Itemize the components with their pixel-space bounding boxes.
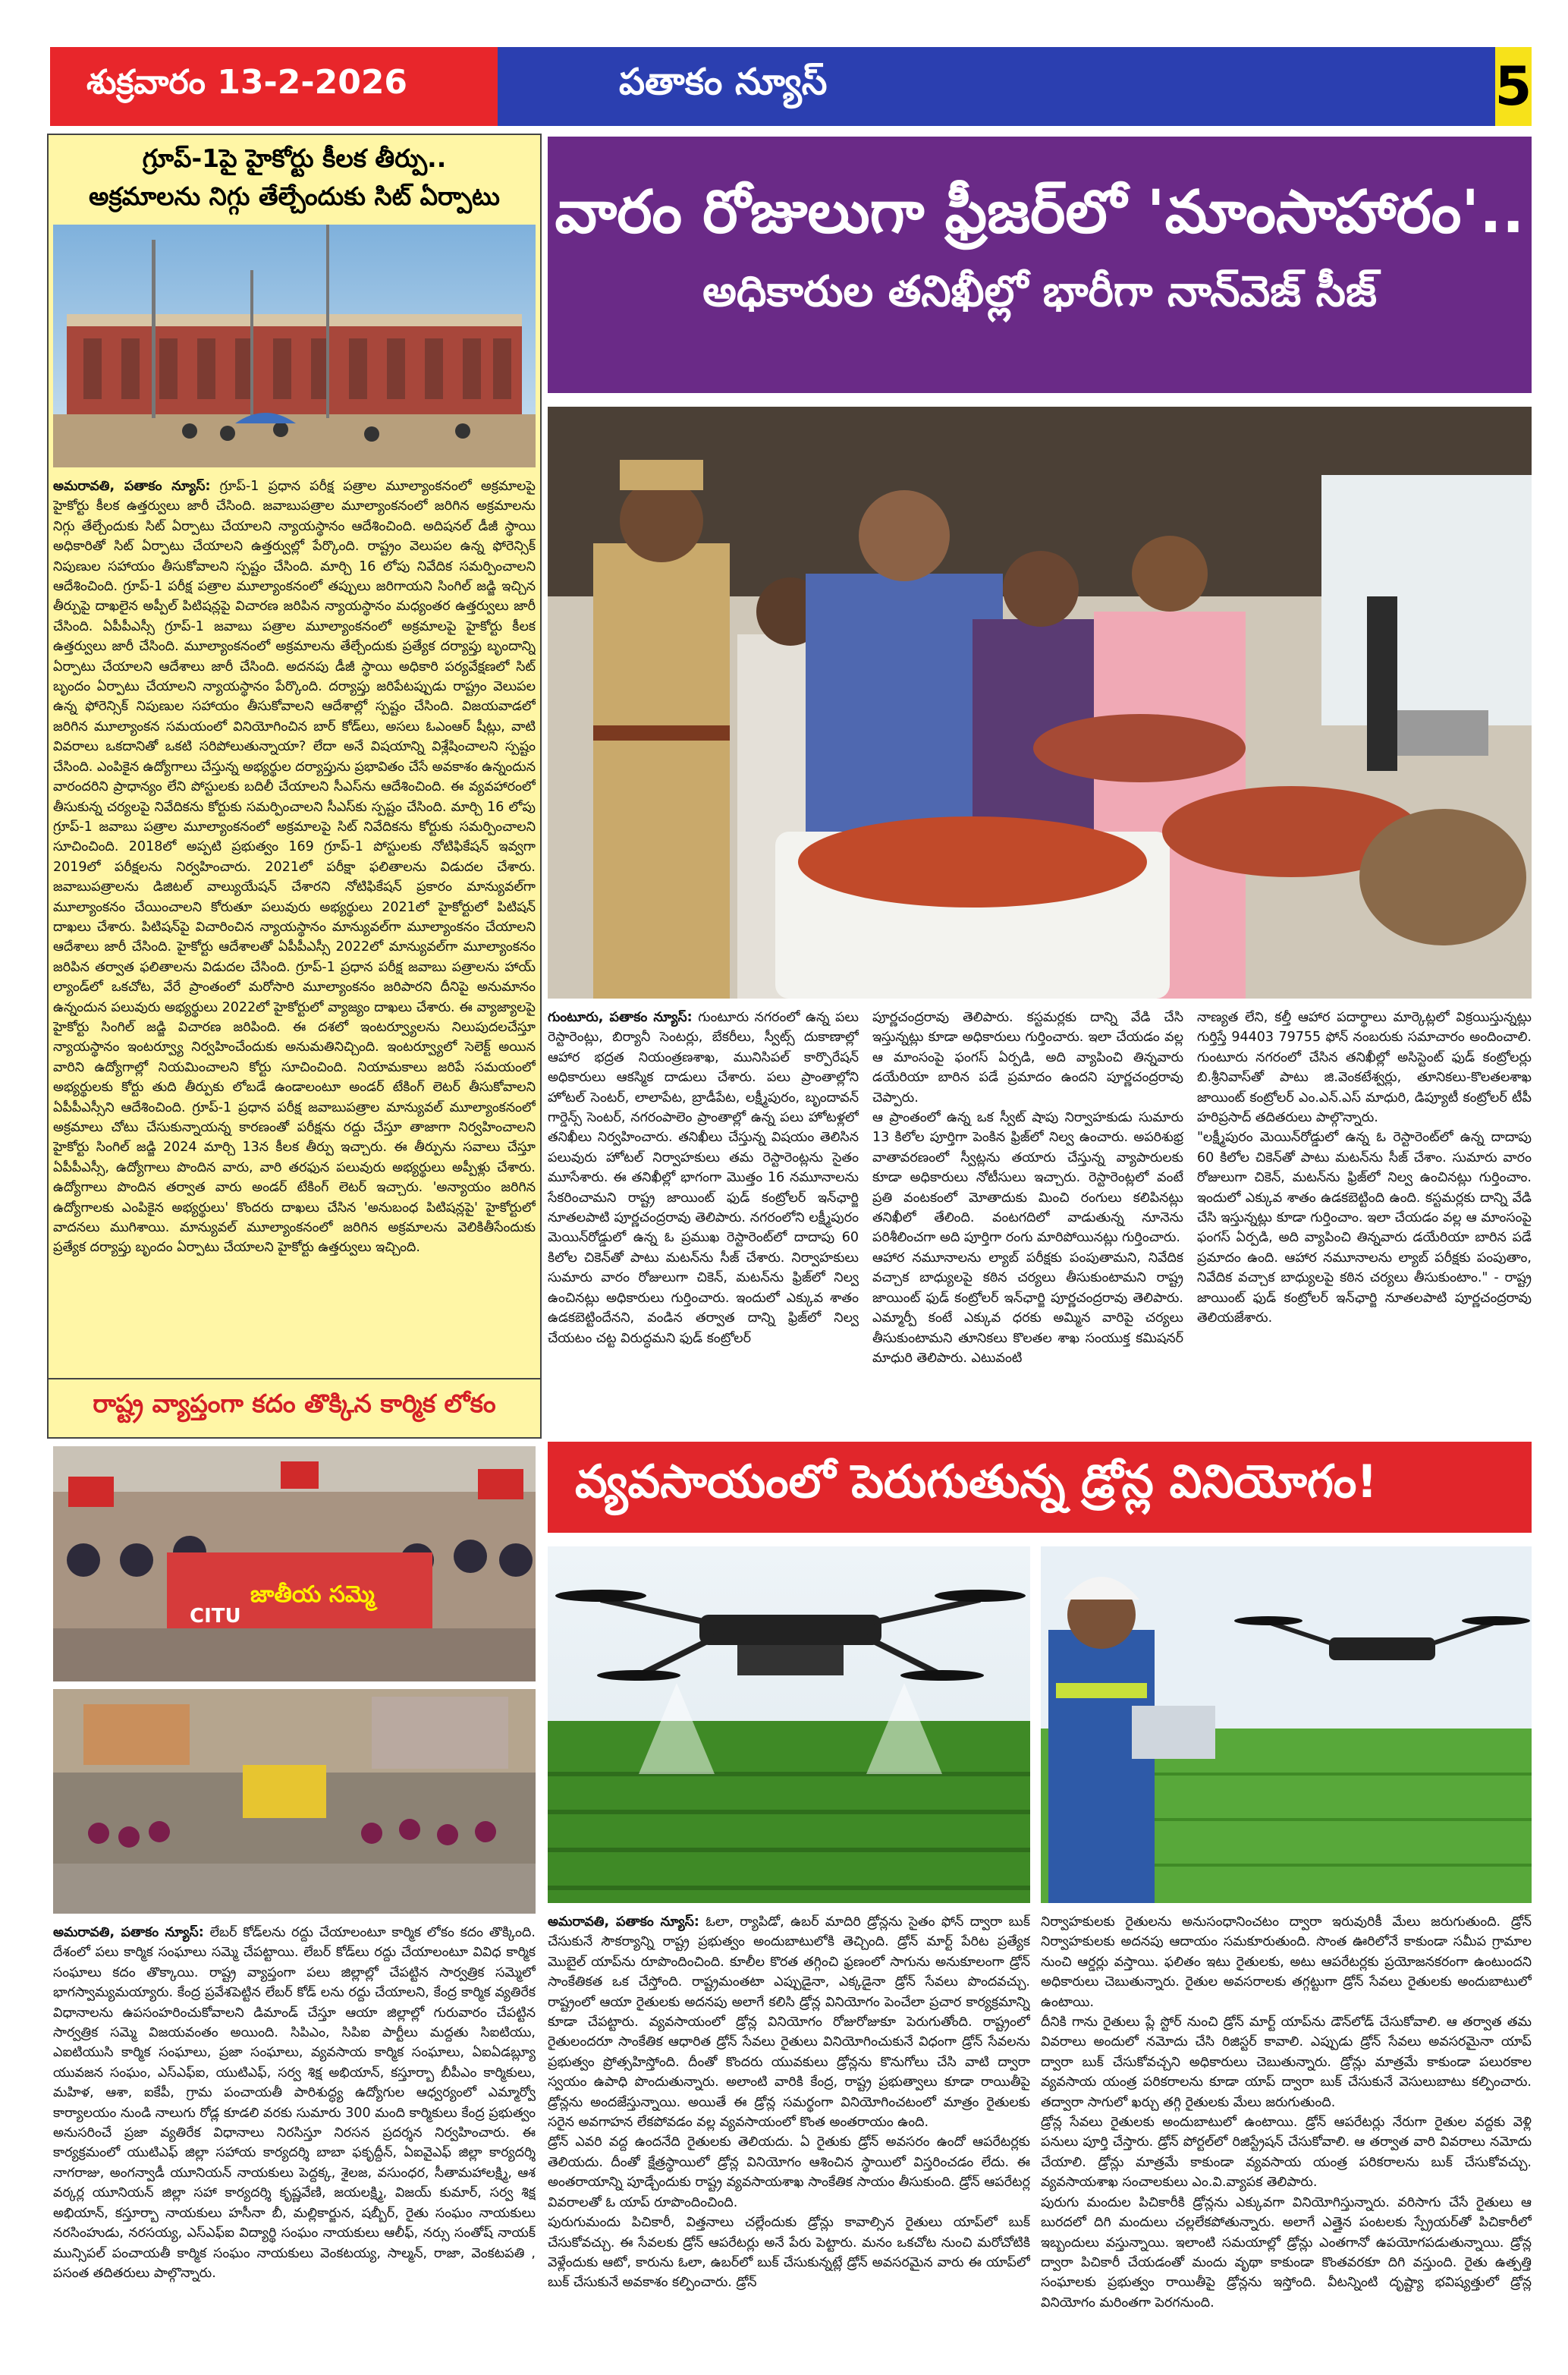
main-dateline: గుంటూరు, పతాకం న్యూస్: [548, 1010, 693, 1025]
page-date: శుక్రవారం 13-2-2026 [50, 47, 498, 126]
divider [47, 1378, 542, 1379]
drone-field-photo-right [1041, 1546, 1532, 1903]
high-court-photo [53, 225, 536, 467]
drone-operator-illustration [1041, 1546, 1532, 1903]
spraying-drone-illustration [548, 1546, 1030, 1903]
group1-body [53, 477, 536, 1349]
strike-headline: రాష్ట్ర వ్యాప్తంగా కదం తొక్కిన కార్మిక లోకం [93, 1389, 496, 1418]
street-crowd-illustration [53, 1689, 536, 1914]
group1-headline-line1: గ్రూప్-1పై హైకోర్టు కీలక తీర్పు.. [142, 143, 447, 173]
group1-headline-line2: అక్రమాలను నిగ్గు తేల్చేందుకు సిట్ ఏర్పాటు [89, 181, 500, 211]
drone-dateline: అమరావతి, పతాకం న్యూస్: [548, 1914, 699, 1930]
strike-crowd-photo [53, 1689, 536, 1914]
newspaper-name: పతాకం న్యూస్ [498, 47, 1495, 126]
main-subhead: అధికారుల తనిఖీల్లో భారీగా నాన్‌వెజ్ సీజ్ [702, 267, 1377, 316]
strike-body [53, 1923, 536, 2364]
main-col-3: నాణ్యత లేని, కల్తీ ఆహార పదార్థాలు మార్కెట్లలో విక్రయిస్తున్నట్లు గుర్తిస్తే 94403 79755 ఫోన్ నంబరుకు సమాచారం అందించాలి. గుంటూరు నగరంలో చేసిన తనిఖీల్లో అసిస్టెంట్ ఫుడ్ కంట్రోలర్లు బి.శ్రీనివాస్‌తో పాటు జి.వెంకటేశ్వర్లు, తూనికలు-కొలతలశాఖ జాయింట్ కంట్రోలర్ ఎం.ఎన్.ఎస్ మాధురి, డిప్యూటీ కంట్రోలర్ టీపీ హరిప్రసాద్ తదితరులు పాల్గొన్నారు. "లక్ష్మీపురం మెయిన్‌రోడ్డులో ఉన్న ఓ రెస్టారెంట్‌లో ఉన్న దాదాపు 60 కిలోల చికెన్‌తో పాటు మటన్‌ను సీజ్ చేశాం. సుమారు వారం రోజులుగా చికెన్, మటన్‌ను ఫ్రిజ్‌లో నిల్వ ఉంచినట్లు గుర్తించాం. ఇందులో ఎక్కువ శాతం ఉడకబెట్టింది ఉంది. కస్టమర్లకు దాన్ని వేడి చేసి ఇస్తున్నట్లు కూడా గుర్తించాం. ఇలా చేయడం వల్ల ఆ మాంసంపై ఫంగస్ ఏర్పడి, అది వ్యాపించి తిన్నవారు డయేరియా బారిన పడే ప్రమాదం ఉంది. ఆహార నమూనాలను ల్యాబ్ పరీక్షకు పంపుతాం, నివేదిక వచ్చాక బాధ్యులపై కఠిన చర్యలు తీసుకుంటాం." - రాష్ట్ర జాయింట్ ఫుడ్ కంట్రోలర్ ఇన్‌ఛార్జి నూతలపాటి పూర్ణచంద్రరావు తెలియజేశారు. [1197, 1010, 1532, 1326]
drone-col-1-text: ఓలా, ర్యాపిడో, ఉబర్ మాదిరి డ్రోన్లను సైతం ఫోన్ ద్వారా బుక్ చేసుకునే సౌకర్యాన్ని రాష్ట్ర ప్రభుత్వం అందుబాటులోకి తెచ్చింది. డ్రోన్ మార్ట్ పేరిట ప్రత్యేక మొబైల్ యాప్‌ను రూపొందించింది. కూలీల కొరత తగ్గించి ఫ్రణంలో సాగును అనుకూలంగా డ్రోన్ సాంకేతికత ఒక చేస్తోంది. రాష్ట్రమంతటా ఎప్పుడైనా, ఎక్కడైనా డ్రోన్ సేవలు పొందవచ్చు. రాష్ట్రంలో ఆయా రైతులకు అదనపు అలాగే కలిసి డ్రోన్ల వినియోగం పెంచేలా ప్రచార కార్యక్రమాన్ని కూడా చేపట్టారు. వ్యవసాయంలో డ్రోన్ల వినియోగం రోజురోజుకూ పెరుగుతోంది. రాష్ట్రంలో రైతులందరూ సాంకేతిక ఆధారిత డ్రోన్ సేవలు రైతులు వినియోగించుకునే విధంగా డ్రోన్ సేవలను ప్రభుత్వం ప్రోత్సహిస్తోంది. దీంతో కొందరు యువకులు డ్రోన్లను కొనుగోలు చేసి వాటి ద్వారా స్వయం ఉపాధి పొందుతున్నారు. అలాంటి వారికి కేంద్ర, రాష్ట్ర ప్రభుత్వాలు కూడా రాయితీపై డ్రోన్లను అందజేస్తున్నాయి. అయితే ఈ డ్రోన్ల సమర్థంగా వినియోగించటంలో మాత్రం రైతులకు సరైన అవగాహన లేకపోవడం వల్ల వ్యవసాయంలో కొంత అంతరాయం ఉంది. డ్రోన్ ఎవరి వద్ద ఉందనేది రైతులకు తెలియదు. ఏ రైతుకు డ్రోన్ అవసరం ఉందో ఆపరేటర్లకు తెలియదు. దీంతో క్షేత్రస్థాయిలో డ్రోన్ల వినియోగం ఆశించిన స్థాయిలో విస్తరించడం లేదు. ఈ అంతరాయాన్ని పూడ్చేందుకు రాష్ట్ర వ్యవసాయశాఖ సాంకేతిక సాయం తీసుకుంది. డ్రోన్ ఆపరేటర్ల వివరాలతో ఓ యాప్ రూపొందించింది. పురుగుమందు పిచికారీ, విత్తనాలు చల్లేందుకు డ్రోన్లు కావాల్సిన రైతులు యాప్‌లో బుక్ చేసుకోవచ్చు. ఈ సేవలకు డ్రోన్ ఆపరేటర్లు అనే పేరు పెట్టారు. మనం ఒకచోట నుంచి మరోచోటికి వెళ్లేందుకు ఆటో, కారును ఓలా, ఉబర్‌లో బుక్ చేసుకున్నట్లే డ్రోన్ అవసరమైన వారు ఈ యాప్‌లో బుక్ చేసుకునే అవకాశం కల్పించారు. డ్రోన్ [548, 1914, 1030, 2291]
inspection-photo [548, 407, 1532, 999]
main-col-1 [548, 1008, 859, 1395]
main-col-2: పూర్ణచంద్రరావు తెలిపారు. కస్టమర్లకు దాన్ని వేడి చేసి ఇస్తున్నట్లు కూడా అధికారులు గుర్తించారు. ఇలా చేయడం వల్ల ఆ మాంసంపై ఫంగస్ ఏర్పడి, అది వ్యాపించి తిన్నవారు డయేరియా బారిన పడే ప్రమాదం ఉందని పూర్ణచంద్రరావు చెప్పారు. ఆ ప్రాంతంలో ఉన్న ఒక స్వీట్ షాపు నిర్వాహకుడు సుమారు 13 కిలోల పూర్తిగా పెంకిన ఫ్రిజ్‌లో నిల్వ ఉంచారు. అపరిశుభ్ర వాతావరణంలో స్వీట్లను తయారు చేస్తున్న వ్యాపారులకు కూడా అధికారులు నోటీసులు ఇచ్చారు. రెస్టారెంట్లలో వంటే ప్రతి వంటకంలో మోతాదుకు మించి రంగులు కలిపినట్లు తనిఖీలో తేలింది. వంటగదిలో వాడుతున్న నూనెను పరిశీలించగా అది పూర్తిగా రంగు మారిపోయినట్లు గుర్తించారు. ఆహార నమూనాలను ల్యాబ్ పరీక్షకు పంపుతామని, నివేదిక వచ్చాక బాధ్యులపై కఠిన చర్యలు తీసుకుంటామని రాష్ట్ర జాయింట్ ఫుడ్ కంట్రోలర్ ఇన్‌ఛార్జి పూర్ణచంద్రరావు తెలిపారు. ఎమ్మార్పీ కంటే ఎక్కువ ధరకు అమ్మిన వారిపై చర్యలు తీసుకుంటామని తూనికలు కొలతల శాఖ సంయుక్త కమిషనర్ మాధురి తెలిపారు. ఎటువంటి [872, 1010, 1183, 1366]
group1-text: గ్రూప్-1 ప్రధాన పరీక్ష పత్రాల మూల్యాంకనంలో అక్రమాలపై హైకోర్టు కీలక ఉత్తర్వులు జారీ చేసింది. జవాబుపత్రాల మూల్యాంకనంలో జరిగిన అక్రమాలను నిగ్గు తేల్చేందుకు సిట్ ఏర్పాటు చేయాలని న్యాయస్థానం ఆదేశించింది. అదిషనల్ డీజీ స్థాయి అధికారితో సిట్ ఏర్పాటు చేయాలని ఉత్తర్వుల్లో పేర్కొంది. రాష్ట్రం వెలుపల ఉన్న ఫోరెన్సిక్ నిపుణుల సహాయం తీసుకోవాలని స్పష్టం చేసింది. మార్చి 16 లోపు నివేదిక సమర్పించాలని ఆదేశించింది. గ్రూప్-1 పరీక్ష పత్రాల మూల్యాంకనంలో తప్పులు జరిగాయని సింగిల్ జడ్జి ఇచ్చిన తీర్పుపై దాఖలైన అప్పీల్ పిటిషన్లపై విచారణ జరిపిన న్యాయస్థానం మధ్యంతర ఉత్తర్వులు జారీ చేసింది. ఏపీపీఎస్సీ గ్రూప్-1 జవాబు పత్రాల మూల్యాంకనంలో అక్రమాలపై హైకోర్టు కీలక ఉత్తర్వులు జారీ చేసింది. మూల్యాంకనంలో అక్రమాలను తేల్చేందుకు ప్రత్యేక దర్యాప్తు బృందాన్ని ఏర్పాటు చేయాలని ఆదేశాలు జారీ చేసింది. అదనపు డీజీ స్థాయి అధికారి పర్యవేక్షణలో సిట్ బృందం ఏర్పాటు చేయాలని న్యాయస్థానం పేర్కొంది. దర్యాప్తు జరిపేటప్పుడు రాష్ట్రం వెలుపల ఉన్న ఫోరెన్సిక్ నిపుణుల సహాయం తీసుకోవాలని ఆదేశాల్లో స్పష్టం చేసింది. విజయవాడలో జరిగిన మూల్యాంకన సమయంలో వినియోగించిన బార్ కోడ్‌లు, అసలు ఓఎంఆర్ షీట్లు, వాటి వివరాలు ఒకదానితో ఒకటి సరిపోలుతున్నాయా? లేదా అనే విషయాన్ని విశ్లేషించాలని స్పష్టం చేసింది. ఎంపికైన ఉద్యోగాలు చేస్తున్న అభ్యర్థుల దర్యాప్తును ప్రభావితం చేసే అవకాశం ఉన్నందున వారందరిని ప్రాధాన్యం లేని పోస్టులకు బదిలీ చేయాలని సీఎస్‌ను ఆదేశించింది. ఈ వ్యవహారంలో తీసుకున్న చర్యలపై నివేదికను కోర్టుకు సమర్పించాలని సీఎస్‌కు స్పష్టం చేసింది. మార్చి 16 లోపు గ్రూప్-1 జవాబు పత్రాల మూల్యాంకనంలో అక్రమాలపై సిట్ నివేదికను కోర్టుకు సమర్పించాలని సూచించింది. 2018లో అప్పటి ప్రభుత్వం 169 గ్రూప్-1 పోస్టులకు నోటిఫికేషన్ ఇవ్వగా 2019లో పరీక్షలను నిర్వహించారు. 2021లో పరీక్షా ఫలితాలను విడుదల చేశారు. జవాబుపత్రాలను డిజిటల్ వాల్యుయేషన్ చేశారని నోటిఫికేషన్ ప్రకారం మాన్యువల్‌గా మూల్యాంకనం చేయించాలని కోరుతూ పలువురు అభ్యర్థులు 2021లో హైకోర్టులో పిటిషన్ దాఖలు చేశారు. పిటిషన్‌పై విచారించిన న్యాయస్థానం మాన్యువల్‌గా మూల్యాంకనం చేయాలని ఆదేశాలు జారీ చేసింది. హైకోర్టు ఆదేశాలతో ఏపీపీఎస్సీ 2022లో మాన్యువల్‌గా మూల్యాంకనం జరిపిన తర్వాత ఫలితాలను విడుదల చేసింది. గ్రూప్-1 ప్రధాన పరీక్ష జవాబు పత్రాలను హాయ్ ల్యాండ్‌లో ఒకచోట, వేరే ప్రాంతంలో మరోసారి మూల్యాంకనం జరిపారని దీనిపై అనుమానం ఉన్నందున పలువురు అభ్యర్థులు 2022లో హైకోర్టులో వ్యాజ్యం దాఖలు చేశారు. ఈ వ్యాజ్యాలపై హైకోర్టు సింగిల్ జడ్జి విచారణ జరిపింది. ఈ దశలో ఇంటర్వ్యూలను నిలుపుదలచేస్తూ న్యాయస్థానం ఇంటర్వ్యూ నిర్వహించేందుకు అనుమతినిచ్చింది. ఇంటర్వ్యూలో సెలెక్ట్ అయిన వారిని ఉద్యోగాల్లో నియమించాలని కోర్టు సూచించింది. నియామకాలు జరిపే సమయంలో అభ్యర్థులకు కోర్టు తుది తీర్పుకు లోబడే ఉండాలంటూ అండర్ టేకింగ్ లెటర్ తీసుకోవాలని ఏపీపీఎస్సీని ఆదేశించింది. గ్రూప్-1 ప్రధాన పరీక్ష జవాబుపత్రాల మాన్యువల్ మూల్యాంకనంలో అక్రమాలు చోటు చేసుకున్నాయన్న కారణంతో పరీక్షను రద్దు చేస్తూ తాజాగా నిర్వహించాలని హైకోర్టు సింగిల్ జడ్జి 2024 మార్చి 13న కీలక తీర్పు ఇచ్చారు. ఈ తీర్పును సవాలు చేస్తూ ఏపీపీఎస్సీ, ఉద్యోగాలు పొందిన వారు, వారి తరఫున పలువురు అభ్యర్థులు అప్పీళ్లు చేశారు. ఉద్యోగాలు పొందిన తర్వాత వారు అండర్ టేకింగ్ లెటర్ ఇచ్చారు. 'అన్యాయం జరిగిన ఉద్యోగాలకు ఎంపికైన అభ్యర్థులు' కొందరు దాఖలు చేసిన 'అనుబంధ పిటిషన్లపై' హైకోర్టులో వాదనలు ముగిశాయి. మాన్యువల్ మూల్యాంకనంలో జరిగిన అక్రమాలను వెలికితీసేందుకు ప్రత్యేక దర్యాప్తు బృందం ఏర్పాటు చేయాలని హైకోర్టు ఉత్తర్వులు ఇచ్చింది. [53, 479, 536, 1256]
page-number: 5 [1495, 47, 1532, 126]
drone-field-photo-left [548, 1546, 1030, 1903]
main-headline: వారం రోజులుగా ఫ్రీజర్‌లో 'మాంసాహారం'.. [555, 178, 1525, 247]
strike-dateline: అమరావతి, పతాకం న్యూస్: [53, 1925, 204, 1940]
strike-banner-text: జాతీయ సమ్మె [250, 1581, 375, 1608]
strike-text: లేబర్ కోడ్‌లను రద్దు చేయాలంటూ కార్మిక లోకం కదం తొక్కింది. దేశంలో పలు కార్మిక సంఘాలు సమ్మె చేపట్టాయి. లేబర్ కోడ్‌లు రద్దు చేయాలంటూ వివిధ కార్మిక సంఘాలు కదం తొక్కాయి. రాష్ట్ర వ్యాప్తంగా పలు జిల్లాల్లో చేపట్టిన సార్వత్రిక సమ్మెలో భాగస్వామ్యమయ్యారు. కేంద్ర ప్రవేశపెట్టిన లేబర్ కోడ్ లను రద్దు చేయాలని, కేంద్ర కార్మిక వ్యతిరేక విధానాలను ఉపసంహరించుకోవాలని డిమాండ్ చేస్తూ ఆయా జిల్లాల్లో గురువారం చేపట్టిన సార్వత్రిక సమ్మె విజయవంతం అయింది. సిపిఎం, సిపిఐ పార్టీలు మద్దతు సిఐటియు, ఎఐటియుసి కార్మిక సంఘాలు, ప్రజా సంఘాలు, వ్యవసాయ కార్మిక సంఘాలు, ఏఐఏడబ్ల్యూ యువజన సంఘం, ఎస్ఎఫ్ఐ, యుటిఎఫ్, సర్వ శిక్ష అభియాన్, కస్తూర్బా బీపీఎం కార్మికులు, మహిళ, ఆశా, ఐకేపీ, గ్రామ పంచాయతీ పారిశుద్ధ్య ఉద్యోగుల ఆధ్వర్యంలో ఎమ్మార్వో కార్యాలయం నుండి నాలుగు రోడ్ల కూడలి వరకు సుమారు 300 మంది కార్మికులు కేంద్ర ప్రభుత్వం అనుసరించే ప్రజా వ్యతిరేక విధానాలు నిరసిస్తూ నిరసన ప్రదర్శన నిర్వహించారు. ఈ కార్యక్రమంలో యుటిఎఫ్ జిల్లా సహాయ కార్యదర్శి బాబా ఫకృద్దీన్, ఏఐవైఎఫ్ జిల్లా కార్యదర్శి నాగరాజు, అంగన్వాడీ యూనియన్ నాయకులు పెద్దక్క, శైలజ, వసుంధర, సీతామహాలక్ష్మి, ఆశ వర్కర్ల యూనియన్ జిల్లా సహా కార్యదర్శి కృష్ణవేణి, జయలక్ష్మి, విజయ్ కుమార్, సర్వ శిక్ష అభియాన్, కస్తూర్బా నాయకులు హసీనా బీ, మల్లికార్జున, షబ్బీర్, రైతు సంఘం నాయకులు నరసింహుడు, నరసయ్య, ఎస్ఎఫ్ఐ విద్యార్థి సంఘం నాయకులు ఆలీఫ్, నర్సు సంతోష్ నాయక్ మున్సిపల్ పంచాయతీ కార్మిక సంఘం నాయకులు వెంకటయ్య, సాల్మన్, రాజా, వెంకటపతి , పసంత తదితరులు పాల్గొన్నారు. [53, 1925, 536, 2281]
group1-headline [53, 140, 536, 215]
strike-banner-org: CITU [190, 1605, 241, 1628]
high-court-building-illustration [53, 225, 536, 467]
drone-col-2: నిర్వాహకులకు రైతులను అనుసంధానించటం ద్వారా ఇరువురికీ మేలు జరుగుతుంది. డ్రోన్ నిర్వాహకులకు అదనపు ఆదాయం సమకూరుతుంది. సొంత ఊరిలోనే కాకుండా సమీప గ్రామాల నుంచి ఆర్డర్లు వస్తాయి. ఫలితం ఇటు రైతులకు, అటు ఆపరేటర్లకు ప్రయోజనకరంగా ఉంటుందని అధికారులు చెబుతున్నారు. రైతుల అవసరాలకు తగ్గట్టుగా డ్రోన్ సేవలు రైతులకు అందుబాటులో ఉంటాయి. దీనికి గాను రైతులు ప్లే స్టోర్ నుంచి డ్రోన్ మార్ట్ యాప్‌ను డౌన్‌లోడ్ చేసుకోవాలి. ఆ తర్వాత తమ వివరాలు అందులో నమోదు చేసి రిజిస్టర్ కావాలి. ఎప్పుడు డ్రోన్ సేవలు అవసరమైనా యాప్ ద్వారా బుక్ చేసుకోవచ్చని అధికారులు చెబుతున్నారు. డ్రోన్లు మాత్రమే కాకుండా పలురకాల వ్యవసాయ యంత్ర పరికరాలను కూడా యాప్ ద్వారా బుక్ చేసుకునే వెసులుబాటు కల్పించారు. తద్వారా సాగులో ఖర్చు తగ్గి రైతులకు మేలు జరుగుతుంది. డ్రోన్ల సేవలు రైతులకు అందుబాటులో ఉంటాయి. డ్రోన్ ఆపరేటర్లు నేరుగా రైతుల వద్దకు వెళ్లి పనులు పూర్తి చేస్తారు. డ్రోన్ పోర్టల్‌లో రిజిస్ట్రేషన్ చేసుకోవాలి. ఆ తర్వాత వారి వివరాలు నమోదు చేయాలి. డ్రోన్లు మాత్రమే కాకుండా వ్యవసాయ యంత్ర పరికరాలను బుక్ చేసుకోవచ్చు. వ్యవసాయశాఖ సంచాలకులు ఎం.వి.వ్యాపక తెలిపారు. పురుగు మందుల పిచికారీకి డ్రోన్లను ఎక్కువగా వినియోగిస్తున్నారు. వరిసాగు చేసే రైతులు ఆ బురదలో దిగి మందులు చల్లలేకపోతున్నారు. అలాగే ఎత్తైన పంటలకు స్ప్రేయర్‌తో పిచికారీలో ఇబ్బందులు వస్తున్నాయి. ఇలాంటి సమయాల్లో డ్రోన్లు ఎంతగానో ఉపయోగపడుతున్నాయి. డ్రోన్ల ద్వారా పిచికారీ చేయడంతో మందు వృథా కాకుండా కొంతవరకూ దిగి వస్తుంది. రైతు ఉత్పత్తి సంఘాలకు ప్రభుత్వం రాయితీపై డ్రోన్లను ఇస్తోంది. వీటన్నింటి దృష్ట్యా భవిష్యత్తులో డ్రోన్ల వినియోగం మరింతగా పెరగనుంది. [1041, 1914, 1532, 2311]
strike-rally-photo [53, 1446, 536, 1681]
drone-col-1 [548, 1912, 1030, 2364]
food-inspection-illustration [548, 407, 1532, 999]
main-col-1-text: గుంటూరు నగరంలో ఉన్న పలు రెస్టారెంట్లు, బిర్యానీ సెంటర్లు, బేకరీలు, స్వీట్స్ దుకాణాల్లో ఆహార భద్రత నియంత్రణశాఖ, మునిసిపల్ కార్పొరేషన్ అధికారులు ఆకస్మిక దాడులు చేశారు. పలు ప్రాంతాల్లోని హోటల్ సెంటర్, లాలాపేట, బ్రాడీపేట, లక్ష్మీపురం, బృందావన్ గార్డెన్స్ సెంటర్, నగరంపాలెం ప్రాంతాల్లో ఉన్న పలు హోటళ్లలో తనిఖీలు నిర్వహించారు. తనిఖీలు చేస్తున్న విషయం తెలిసిన పలువురు హోటల్ నిర్వాహకులు తమ రెస్టారెంట్లను సైతం మూసేశారు. ఈ తనిఖీల్లో భాగంగా మొత్తం 16 నమూనాలను సేకరించామని రాష్ట్ర జాయింట్ ఫుడ్ కంట్రోలర్ ఇన్‌ఛార్జి నూతలపాటి పూర్ణచంద్రరావు తెలిపారు. నగరంలోని లక్ష్మీపురం మెయిన్‌రోడ్డులో ఉన్న ఓ ప్రముఖ రెస్టారెంట్‌లో దాదాపు 60 కిలోల చికెన్‌తో పాటు మటన్‌ను సీజ్ చేశారు. నిర్వాహకులు సుమారు వారం రోజులుగా చికెన్, మటన్‌ను ఫ్రిజ్‌లో నిల్వ ఉంచినట్లు అధికారులు గుర్తించారు. ఇందులో ఎక్కువ శాతం ఉడకబెట్టిందేనని, వండిన తర్వాత దాన్ని ఫ్రిజ్‌లో నిల్వ చేయటం చట్ట విరుద్ధమని ఫుడ్ కంట్రోలర్ [548, 1010, 859, 1346]
protest-rally-illustration [53, 1446, 536, 1681]
group1-dateline: అమరావతి, పతాకం న్యూస్: [53, 479, 211, 494]
drone-headline: వ్యవసాయంలో పెరుగుతున్న డ్రోన్ల వినియోగం! [548, 1442, 1532, 1533]
main-headline-bar [548, 137, 1532, 393]
